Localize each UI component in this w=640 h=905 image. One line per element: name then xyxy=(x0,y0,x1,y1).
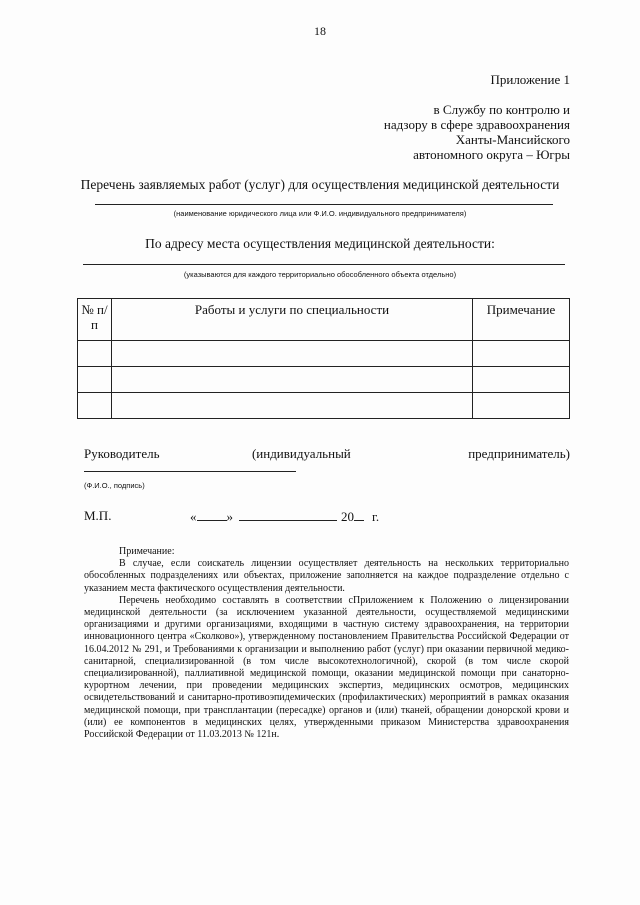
stamp-label: М.П. xyxy=(84,508,112,523)
addressee-line: Ханты-Мансийского xyxy=(455,132,570,147)
signature-line xyxy=(84,471,296,472)
table-row xyxy=(78,367,570,393)
address-heading: По адресу места осуществления медицинской деятельности: xyxy=(145,236,495,251)
header-number: № п/п xyxy=(78,299,112,341)
works-table xyxy=(77,298,570,419)
signature-entrepreneur-open: (индивидуальный xyxy=(251,446,351,461)
addressee-line: в Службу по контролю и xyxy=(433,102,570,117)
notes-paragraph: В случае, если соискатель лицензии осуществляет деятельность на нескольких территориально обособленных подразделениях или объектах, приложение заполняется на каждое подразделение отдельно с указанием места фактического осуществления деятельности. xyxy=(84,558,569,594)
addressee-line: автономного округа – Югры xyxy=(413,147,570,162)
date-quote-open: « xyxy=(190,509,197,524)
table-cell[interactable] xyxy=(473,367,570,393)
signature-row xyxy=(84,446,570,462)
table-cell[interactable] xyxy=(78,367,112,393)
org-name-caption: (наименование юридического лица или Ф.И.О. индивидуального предпринимателя) xyxy=(173,209,467,218)
notes-label: Примечание: xyxy=(119,546,175,557)
date-field xyxy=(190,508,379,525)
org-name-line xyxy=(95,204,553,205)
year-blank[interactable] xyxy=(354,508,364,521)
year-prefix: 20 xyxy=(341,509,354,524)
header-note: Примечание xyxy=(473,299,570,341)
table-cell[interactable] xyxy=(78,341,112,367)
notes-paragraph: Перечень необходимо составлять в соответствии сПриложением к Положению о лицензировании медицинской деятельности (за исключением указанной деятельности, осуществляемой медицинскими организациями и другими организациями, входящими в частную систему здравоохранения, на территории инновационного центра «Сколково»), утвержденному постановлением Правительства Российской Федерации от 16.04.2012 № 291, и Требованиями к организации и выполнению работ (услуг) при оказании первичной медико-санитарной, специализированной (в том числе высокотехнологичной), скорой (в том числе скорой специализированной), паллиативной медицинской помощи, оказании медицинской помощи при санаторно-курортном лечении, при проведении медицинских экспертиз, медицинских осмотров, медицинских освидетельствований и санитарно-противоэпидемических (профилактических) мероприятий в рамках оказания медицинской помощи, при трансплантации (пересадке) органов и (или) тканей, обращении донорской крови и (или) ее компонентов в медицинских целях, утвержденными приказом Министерства здравоохранения Российской Федерации от 11.03.2013 № 121н. xyxy=(84,594,569,741)
signature-entrepreneur-close: предприниматель) xyxy=(468,446,570,461)
signature-head-label: Руководитель xyxy=(84,446,160,461)
month-blank[interactable] xyxy=(239,508,337,521)
table-row xyxy=(78,341,570,367)
notes-section xyxy=(84,546,569,741)
table-cell[interactable] xyxy=(112,393,473,419)
appendix-label: Приложение 1 xyxy=(490,72,570,87)
year-suffix: г. xyxy=(372,509,380,524)
address-caption: (указываются для каждого территориально обособленного объекта отдельно) xyxy=(183,270,457,279)
table-cell[interactable] xyxy=(112,367,473,393)
table-cell[interactable] xyxy=(473,341,570,367)
document-title: Перечень заявляемых работ (услуг) для осуществления медицинской деятельности xyxy=(80,177,560,192)
table-cell[interactable] xyxy=(473,393,570,419)
page-number: 18 xyxy=(314,24,326,38)
signature-caption: (Ф.И.О., подпись) xyxy=(84,481,145,490)
address-line xyxy=(83,264,565,265)
addressee-block xyxy=(384,102,570,162)
table-header-row xyxy=(78,299,570,341)
addressee-line: надзору в сфере здравоохранения xyxy=(383,117,570,132)
day-blank[interactable] xyxy=(197,508,227,521)
table-cell[interactable] xyxy=(112,341,473,367)
table-row xyxy=(78,393,570,419)
table-cell[interactable] xyxy=(78,393,112,419)
date-quote-close: » xyxy=(226,509,233,524)
header-works: Работы и услуги по специальности xyxy=(112,299,473,341)
